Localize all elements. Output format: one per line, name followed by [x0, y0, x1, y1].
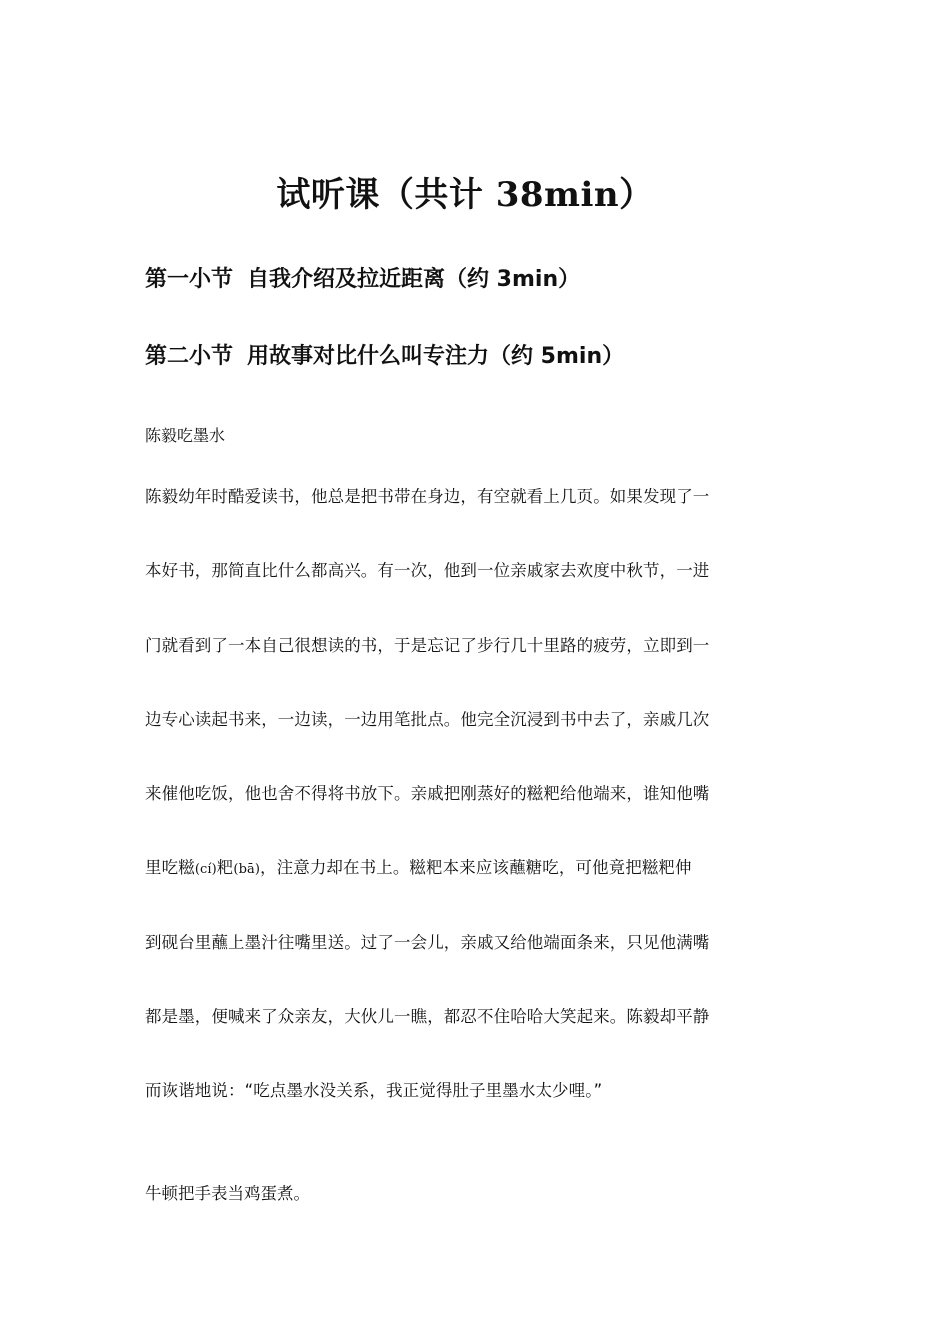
next-story-title: 牛顿把手表当鸡蛋煮。 — [145, 1184, 310, 1203]
page-title: 试听课（共计 38min） — [276, 175, 654, 215]
story-line: 陈毅幼年时酷爱读书，他总是把书带在身边，有空就看上几页。如果发现了一 — [145, 487, 710, 506]
section-heading-2 — [145, 340, 624, 374]
text-fragment: ，注意力却在书上。糍粑本来应该蘸糖吃，可他竟把糍粑伸 — [260, 858, 692, 878]
pinyin-annotation: (bā) — [233, 862, 261, 878]
story-paragraph — [145, 484, 815, 1153]
story-line: 门就看到了一本自己很想读的书，于是忘记了步行几十里路的疲劳，立即到一 — [145, 635, 710, 655]
section-number: 第一小节 — [145, 267, 234, 292]
story-line: 而诙谐地说：“吃点墨水没关系，我正觉得肚子里墨水太少哩。” — [145, 1081, 603, 1101]
text-fragment: 粑 — [216, 858, 234, 878]
story-title: 陈毅吃墨水 — [145, 426, 226, 445]
story-line: 到砚台里蘸上墨汁往嘴里送。过了一会儿，亲戚又给他端面条来，只见他满嘴 — [145, 932, 710, 952]
story-line: 都是墨，便喊来了众亲友，大伙儿一瞧，都忍不住哈哈大笑起来。陈毅却平静 — [145, 1007, 710, 1027]
section-heading-1 — [145, 263, 580, 297]
section-title: 用故事对比什么叫专注力（约 5min） — [247, 344, 625, 369]
story-line: 边专心读起书来，一边读，一边用笔批点。他完全沉浸到书中去了，亲戚几次 — [145, 709, 710, 729]
text-fragment: 里吃糍 — [145, 858, 195, 878]
story-line — [145, 855, 815, 929]
story-line: 本好书，那简直比什么都高兴。有一次，他到一位亲戚家去欢度中秋节，一进 — [145, 561, 710, 581]
story-line: 来催他吃饭，他也舍不得将书放下。亲戚把刚蒸好的糍粑给他端来，谁知他嘴 — [145, 784, 710, 804]
section-title: 自我介绍及拉近距离（约 3min） — [247, 267, 581, 292]
section-number: 第二小节 — [145, 344, 234, 369]
pinyin-annotation: (cí) — [194, 862, 217, 878]
